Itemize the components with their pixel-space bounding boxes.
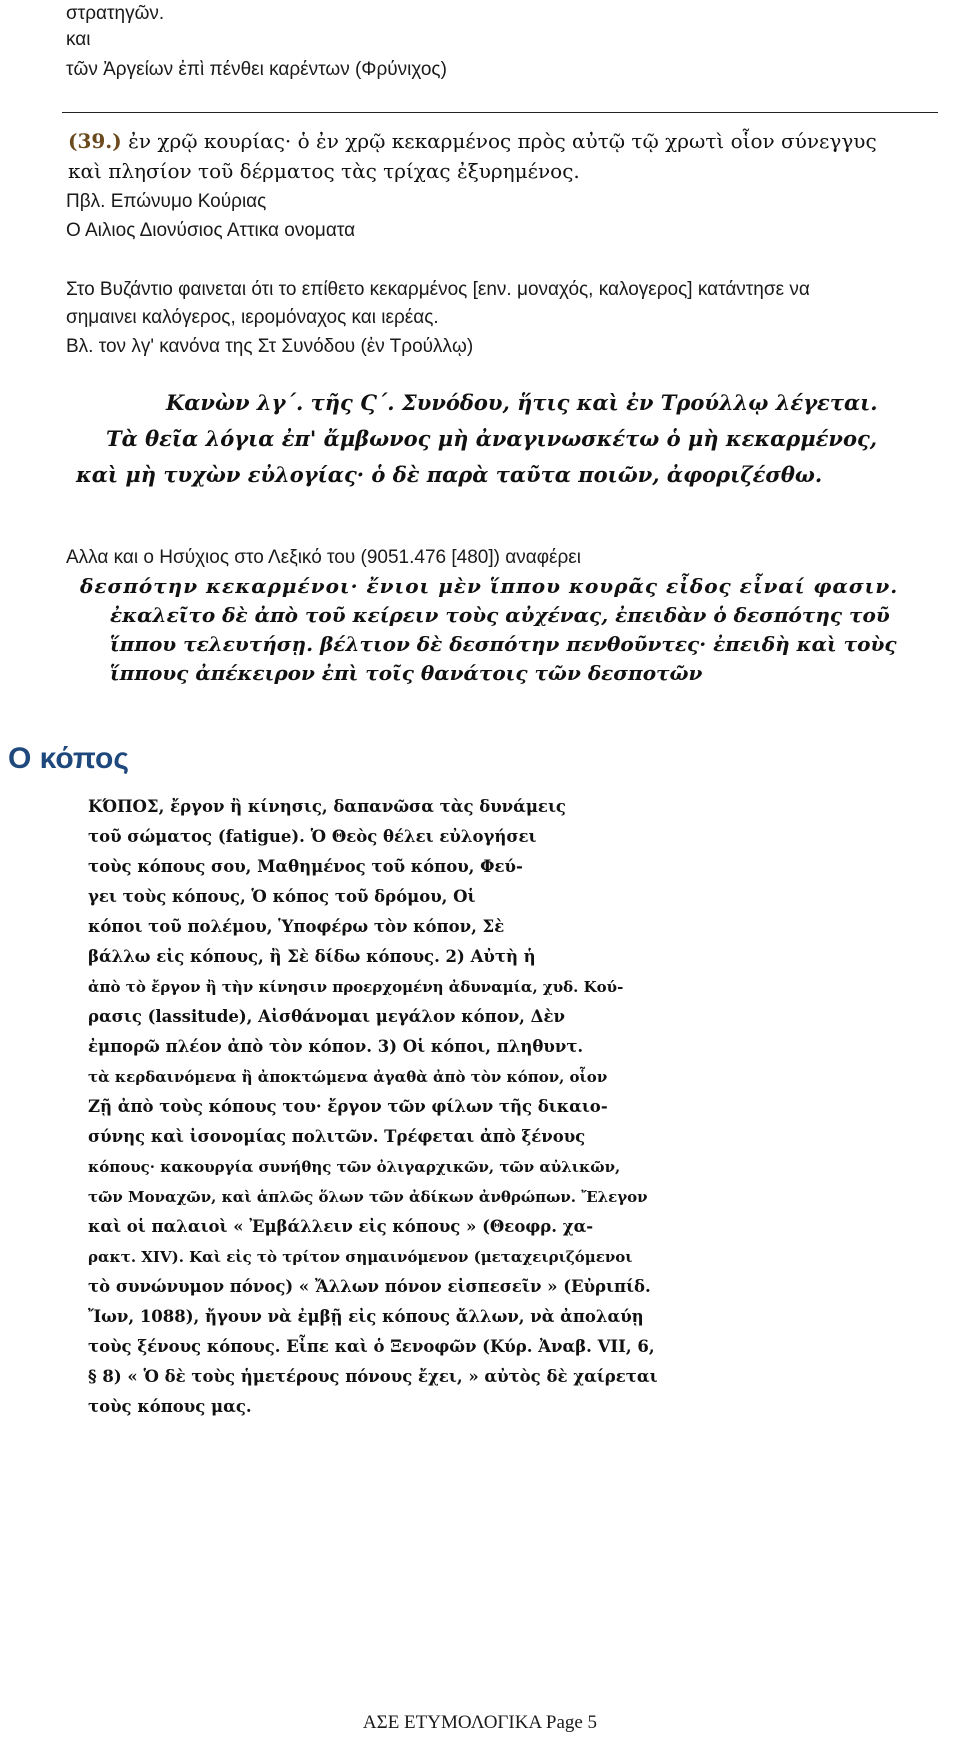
excerpt-line: καὶ πλησίον τοῦ δέρματος τὰς τρίχας ἐξυρημένος. [68,159,580,183]
entry-line: σύνης καὶ ἰσονομίας πολιτῶν. Τρέφεται ἀπὸ ξένους [88,1127,586,1146]
entry-line: βάλλω εἰς κόπους, ἢ Σὲ δίδω κόπους. 2) Αὐτὴ ἡ [88,947,536,966]
excerpt-text: ἐν χρῷ κουρίας· ὁ ἐν χρῷ κεκαρμένος πρὸς αὐτῷ τῷ χρωτὶ οἷον σύνεγγυς [128,129,877,153]
excerpt-line: Κανὼν λγ΄. τῆς Ϛ΄. Συνόδου, ἥτις καὶ ἐν Τρούλλῳ λέγεται. [166,390,878,415]
entry-line: κόπους· κακουργία συνήθης τῶν ὀλιγαρχικῶν, τῶν αὐλικῶν, [88,1158,621,1176]
excerpt-line: ἵππους ἀπέκειρον ἐπὶ τοῖς θανάτοις τῶν δεσποτῶν [110,661,703,685]
text-line: Στο Βυζάντιο φαινεται ότι το επίθετο κεκαρμένος [εnν. μοναχός, καλογερος] κατάντησε να [66,279,810,300]
excerpt-line: Τὰ θεῖα λόγια ἐπ' ἄμβωνος μὴ ἀναγινωσκέτω ὁ μὴ κεκαρμένος, [106,426,878,451]
page-footer: ΑΣΕ ΕΤΥΜΟΛΟΓΙΚΑ Page 5 [362,1712,598,1733]
entry-line: τὰ κερδαινόμενα ἢ ἀποκτώμενα ἀγαθὰ ἀπὸ τὸν κόπον, οἷον [88,1068,608,1086]
entry-line: τὸ συνώνυμον πόνος) « Ἄλλων πόνον εἰσπεσεῖν » (Εὐριπίδ. [88,1277,651,1296]
entry-line: τοῦ σώματος (fatigue). Ὁ Θεὸς θέλει εὐλογήσει [88,827,537,846]
excerpt-line: καὶ μὴ τυχὼν εὐλογίας· ὁ δὲ παρὰ ταῦτα ποιῶν, ἀφοριζέσθω. [76,462,823,487]
text-line: Αλλα και ο Ησύχιος στο Λεξικό του (9051.476 [480]) αναφέρει [66,547,581,568]
entry-line: ρακτ. XIV). Καὶ εἰς τὸ τρίτον σημαινόμενον (μεταχειριζόμενοι [88,1248,633,1266]
entry-line: τοὺς κόπους μας. [88,1397,252,1416]
entry-line: καὶ οἱ παλαιοὶ « Ἐμβάλλειν εἰς κόπους » (Θεοφρ. χα- [88,1217,594,1236]
section-heading: Ο κόπος [8,742,129,775]
excerpt-line: ἐκαλεῖτο δὲ ἀπὸ τοῦ κείρειν τοὺς αὐχένας, ἐπειδὰν ὁ δεσπότης τοῦ [110,603,890,627]
entry-line: ἀπὸ τὸ ἔργον ἢ τὴν κίνησιν προερχομένη ἀδυναμία, χυδ. Κού- [88,978,624,996]
scanned-hesychius-excerpt [80,572,898,688]
excerpt-line: δεσπότην κεκαρμένοι· ἔνιοι μὲν ἵππου κουρᾶς εἶδος εἶναί φασιν. [80,574,899,598]
scanned-excerpt-39 [68,126,877,186]
entry-line: γει τοὺς κόπους, Ὁ κόπος τοῦ δρόμου, Οἱ [88,887,476,906]
entry-line: τοὺς ξένους κόπους. Εἶπε καὶ ὁ Ξενοφῶν (Κύρ. Ἀναβ. VII, 6, [88,1337,655,1356]
scanned-dictionary-entry [88,792,658,1422]
text-line: στρατηγῶν. [66,3,165,24]
text-line: Ο Αιλιος Διονύσιος Αττικα ονοματα [66,220,356,241]
entry-line: ρασις (lassitude), Αἰσθάνομαι μεγάλον κόπον, Δὲν [88,1007,565,1026]
entry-line: Ἴων, 1088), ἤγουν νὰ ἐμβῇ εἰς κόπους ἄλλων, νὰ ἀπολαύῃ [88,1307,644,1326]
horizontal-rule [62,112,938,113]
entry-line: κόποι τοῦ πολέμου, Ὑποφέρω τὸν κόπον, Σὲ [88,917,505,936]
text-line: Πβλ. Επώνυμο Κούριας [66,191,267,212]
entry-number: (39.) [68,129,122,153]
entry-line: ΚΌΠΟΣ, ἔργον ἢ κίνησις, δαπανῶσα τὰς δυνάμεις [88,797,566,816]
text-line: τῶν Ἀργείων ἐπὶ πένθει καρέντων (Φρύνιχος) [66,59,447,80]
excerpt-line [68,126,877,156]
excerpt-line: ἵππου τελευτήσῃ. βέλτιον δὲ δεσπότην πενθοῦντες· ἐπειδὴ καὶ τοὺς [110,632,897,656]
entry-line: ἐμπορῶ πλέον ἀπὸ τὸν κόπον. 3) Οἱ κόποι, πληθυντ. [88,1037,584,1056]
scanned-canon-excerpt [76,385,878,493]
text-line: σημαινει καλόγερος, ιερομόναχος και ιερέας. [66,307,439,328]
text-line: και [66,29,91,50]
entry-line: § 8) « Ὁ δὲ τοὺς ἡμετέρους πόνους ἔχει, » αὐτὸς δὲ χαίρεται [88,1367,658,1386]
text-line: Βλ. τον λγ' κανόνα της Στ Συνόδου (ἐν Τρούλλῳ) [66,336,474,357]
entry-line: τῶν Μοναχῶν, καὶ ἁπλῶς ὅλων τῶν ἀδίκων ἀνθρώπων. Ἔλεγον [88,1188,648,1206]
entry-line: τοὺς κόπους σου, Μαθημένος τοῦ κόπου, Φεύ- [88,857,523,876]
entry-line: Ζῇ ἀπὸ τοὺς κόπους του· ἔργον τῶν φίλων τῆς δικαιο- [88,1097,608,1116]
